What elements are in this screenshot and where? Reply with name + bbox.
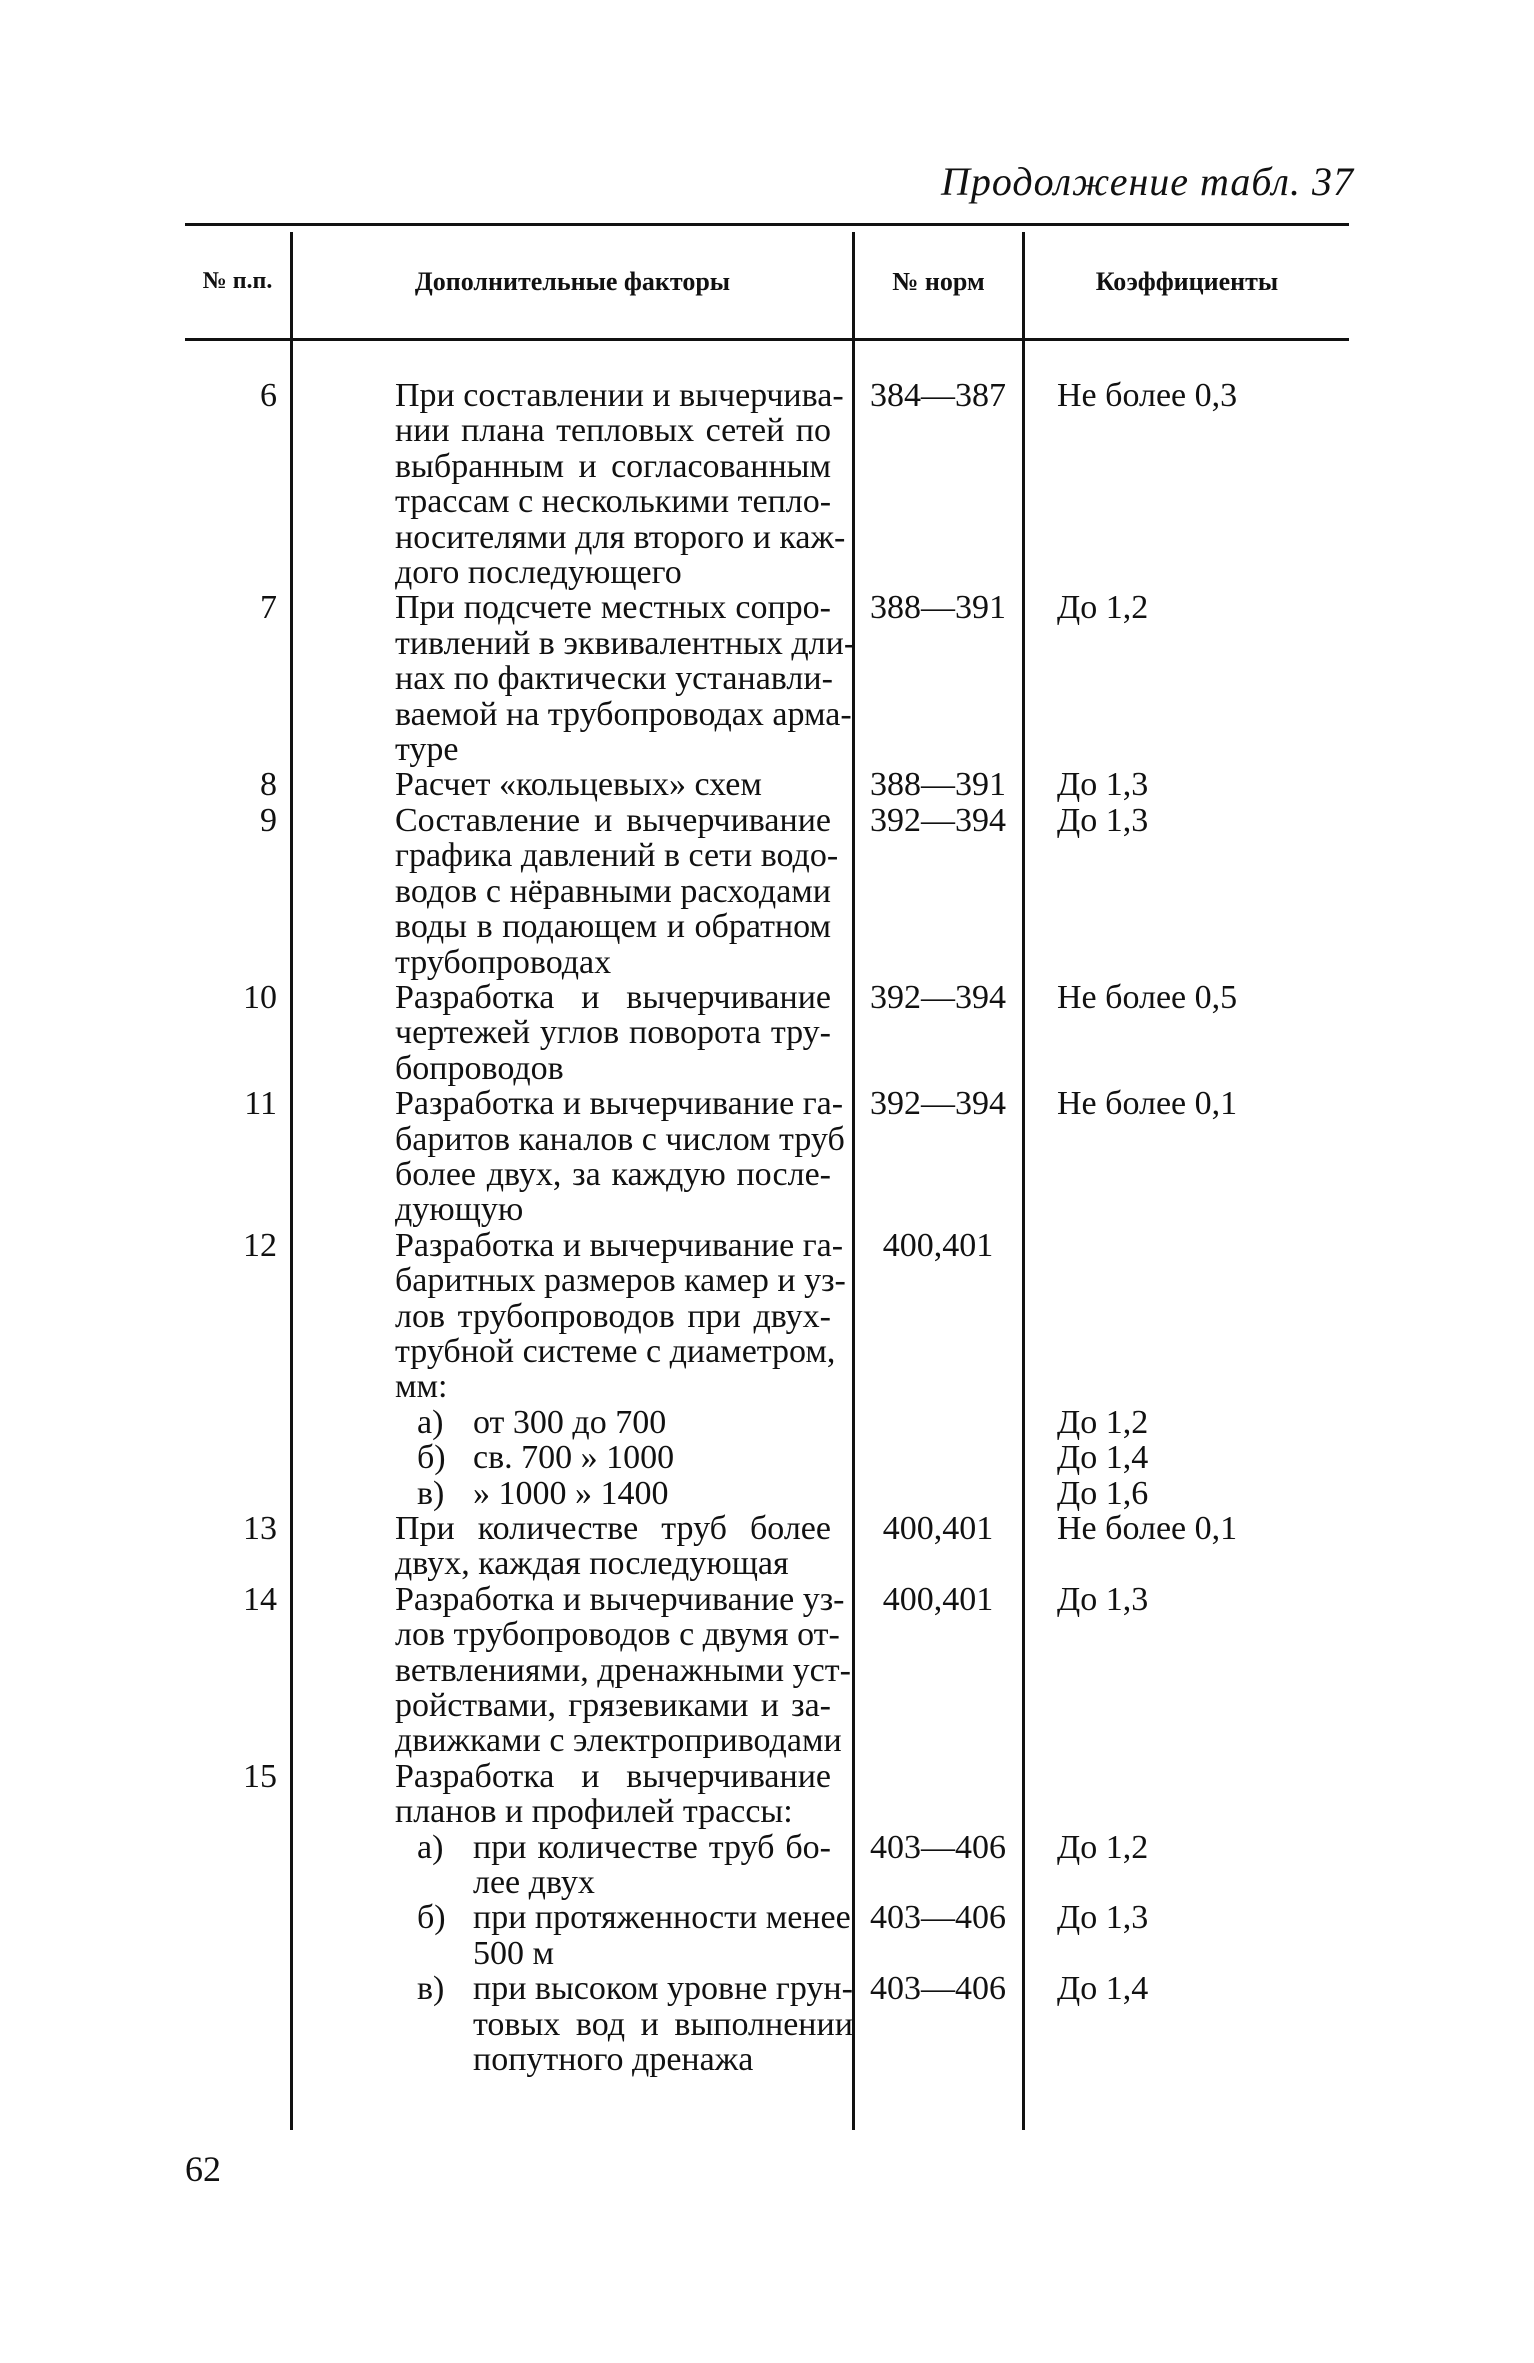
row-norms: 400,401: [882, 1580, 994, 1618]
text-line: при количестве труб бо-: [473, 1828, 831, 1866]
table-header-rule: [185, 338, 1349, 341]
row-norms: [853, 1440, 1023, 1475]
text-line: бопроводов: [395, 1049, 564, 1087]
table-row: [185, 1759, 1349, 1830]
text-line: дого последующего: [395, 554, 682, 592]
row-coefficient: До 1,3: [1057, 766, 1149, 804]
row-coefficient: До 1,2: [1057, 589, 1149, 627]
row-coefficient: До 1,4: [1057, 1970, 1149, 2008]
table-row: [185, 1405, 1349, 1440]
row-factor-text: [287, 980, 853, 1086]
table-body: [185, 378, 1349, 2078]
row-number: [185, 1440, 287, 1475]
text-line: лее двух: [473, 1864, 595, 1902]
text-line: от 300 до 700: [473, 1403, 667, 1441]
sub-item-label: б): [417, 1899, 446, 1937]
row-norms: 403—406: [870, 1828, 1006, 1866]
table-row: [185, 1440, 1349, 1475]
text-line: » 1000 » 1400: [473, 1474, 669, 1512]
row-number: 11: [244, 1085, 277, 1123]
table-row: [185, 378, 1349, 590]
row-coefficient: До 1,2: [1057, 1828, 1149, 1866]
row-number: [185, 1900, 287, 1971]
text-line: При количестве труб более: [395, 1510, 831, 1547]
text-line: ваемой на трубопроводах арма-: [395, 695, 852, 733]
row-number: [185, 1830, 287, 1901]
text-line: ройствами, грязевиками и за-: [395, 1687, 831, 1725]
text-line: трубной системе с диаметром,: [395, 1332, 836, 1370]
table-caption: Продолжение табл. 37: [940, 159, 1354, 204]
row-norms: 384—387: [870, 377, 1006, 414]
text-line: трубопроводах: [395, 943, 612, 981]
row-number: 6: [260, 377, 277, 414]
text-line: Составление и вычерчивание: [395, 801, 831, 839]
row-number: [185, 1476, 287, 1511]
text-line: Разработка и вычерчивание га-: [395, 1085, 844, 1123]
text-line: Разработка и вычерчивание: [395, 1757, 831, 1795]
page-number: 62: [185, 2149, 221, 2189]
row-norms: 403—406: [870, 1970, 1006, 2008]
text-line: товых вод и выполнении: [473, 2005, 853, 2043]
text-line: воды в подающем и обратном: [395, 908, 831, 946]
table-row: [185, 1971, 1349, 2077]
row-number: 14: [243, 1580, 277, 1618]
text-line: движками с электроприводами: [395, 1722, 842, 1760]
row-coefficient: Не более 0,1: [1057, 1510, 1238, 1547]
table-row: [185, 1086, 1349, 1228]
sub-item-label: а): [417, 1828, 444, 1866]
row-norms: 388—391: [870, 766, 1006, 804]
text-line: тивлений в эквивалентных дли-: [395, 624, 856, 662]
text-line: попутного дренажа: [473, 2041, 754, 2079]
row-factor-text: [287, 1830, 853, 1901]
row-norms: [853, 1476, 1023, 1511]
text-line: лов трубопроводов при двух-: [395, 1297, 831, 1335]
row-number: 15: [243, 1757, 277, 1795]
table-row: [185, 803, 1349, 980]
row-number: 12: [243, 1226, 277, 1264]
row-factor-text: [287, 378, 853, 590]
text-line: дующую: [395, 1191, 524, 1229]
row-norms: [853, 1759, 1023, 1830]
text-line: более двух, за каждую после-: [395, 1155, 831, 1193]
table-row: [185, 1900, 1349, 1971]
row-factor-text: [287, 589, 856, 769]
text-line: графика давлений в сети водо-: [395, 837, 839, 875]
row-number: 13: [243, 1510, 277, 1547]
table-top-rule: [185, 223, 1349, 226]
text-line: нах по фактически устанавли-: [395, 660, 833, 698]
row-coefficient: До 1,2: [1057, 1403, 1149, 1441]
row-factor-text: [287, 1971, 853, 2077]
row-factor-text: [287, 1900, 853, 1971]
row-coefficient: До 1,3: [1057, 1580, 1149, 1618]
row-number: 9: [260, 801, 277, 839]
text-line: баритных размеров камер и уз-: [395, 1262, 846, 1300]
row-coefficient: Не более 0,5: [1057, 978, 1238, 1016]
text-line: баритов каналов с числом труб: [395, 1120, 845, 1158]
row-norms: 392—394: [870, 978, 1006, 1016]
text-line: водов с нёравными расходами: [395, 872, 831, 910]
row-factor-text: [287, 1511, 853, 1582]
header-norms: № норм: [892, 267, 985, 297]
table-row: [185, 590, 1349, 767]
row-coefficient: До 1,4: [1057, 1439, 1149, 1477]
row-coefficient: [1023, 1759, 1349, 1830]
table-row: [185, 767, 1349, 802]
row-factor-text: [287, 1759, 853, 1830]
row-factor-text: [287, 767, 853, 802]
text-line: Разработка и вычерчивание га-: [395, 1226, 844, 1264]
table-row: [185, 980, 1349, 1086]
row-factor-text: [287, 1086, 853, 1228]
row-factor-text: [287, 1476, 853, 1511]
text-line: выбранным и согласованным: [395, 447, 831, 485]
text-line: при высоком уровне грун-: [473, 1970, 853, 2008]
row-factor-text: [287, 1440, 853, 1475]
text-line: лов трубопроводов с двумя от-: [395, 1616, 840, 1654]
table-row: [185, 1511, 1349, 1582]
row-norms: 400,401: [882, 1510, 994, 1547]
table-row: [185, 1476, 1349, 1511]
row-number: [185, 1405, 287, 1440]
text-line: планов и профилей трассы:: [395, 1793, 793, 1831]
table-row: [185, 1582, 1349, 1759]
text-line: при протяженности менее: [473, 1899, 851, 1937]
row-norms: 400,401: [882, 1226, 994, 1264]
text-line: При подсчете местных сопро-: [395, 589, 831, 627]
header-factors: Дополнительные факторы: [414, 267, 731, 297]
row-coefficient: Не более 0,3: [1057, 377, 1238, 414]
row-norms: 403—406: [870, 1899, 1006, 1937]
text-line: трассам с несколькими тепло-: [395, 483, 832, 521]
table-row: [185, 1830, 1349, 1901]
row-coefficient: До 1,6: [1057, 1474, 1149, 1512]
header-num: № п.п.: [202, 268, 273, 295]
text-line: мм:: [395, 1368, 448, 1406]
text-line: чертежей углов поворота тру-: [395, 1014, 831, 1052]
sub-item-label: б): [417, 1439, 446, 1477]
text-line: При составлении и вычерчива-: [395, 377, 844, 414]
text-line: 500 м: [473, 1934, 555, 1972]
row-number: 7: [260, 589, 277, 627]
row-coefficient: [1023, 1228, 1349, 1405]
row-coefficient: До 1,3: [1057, 1899, 1149, 1937]
row-norms: 392—394: [870, 801, 1006, 839]
row-number: [185, 1971, 287, 2077]
row-norms: 388—391: [870, 589, 1006, 627]
row-coefficient: Не более 0,1: [1057, 1085, 1238, 1123]
text-line: туре: [395, 731, 459, 769]
header-coefficients: Коэффициенты: [1095, 267, 1279, 297]
row-factor-text: [287, 803, 853, 980]
sub-item-label: а): [417, 1403, 444, 1441]
text-line: Разработка и вычерчивание уз-: [395, 1580, 845, 1618]
row-number: 8: [260, 766, 277, 804]
text-line: двух, каждая последующая: [395, 1545, 789, 1583]
row-factor-text: [287, 1582, 853, 1759]
text-line: св. 700 » 1000: [473, 1439, 675, 1477]
row-number: 10: [243, 978, 277, 1016]
row-norms: [853, 1405, 1023, 1440]
text-line: Разработка и вычерчивание: [395, 978, 831, 1016]
row-coefficient: До 1,3: [1057, 801, 1149, 839]
row-norms: 392—394: [870, 1085, 1006, 1123]
text-line: нии плана тепловых сетей по: [395, 412, 831, 450]
sub-item-label: в): [417, 1970, 445, 2008]
text-line: носителями для второго и каж-: [395, 518, 846, 556]
text-line: Расчет «кольцевых» схем: [395, 766, 762, 804]
sub-item-label: в): [417, 1474, 445, 1512]
row-factor-text: [287, 1405, 853, 1440]
row-factor-text: [287, 1228, 853, 1405]
table-row: [185, 1228, 1349, 1405]
text-line: ветвлениями, дренажными уст-: [395, 1651, 851, 1689]
